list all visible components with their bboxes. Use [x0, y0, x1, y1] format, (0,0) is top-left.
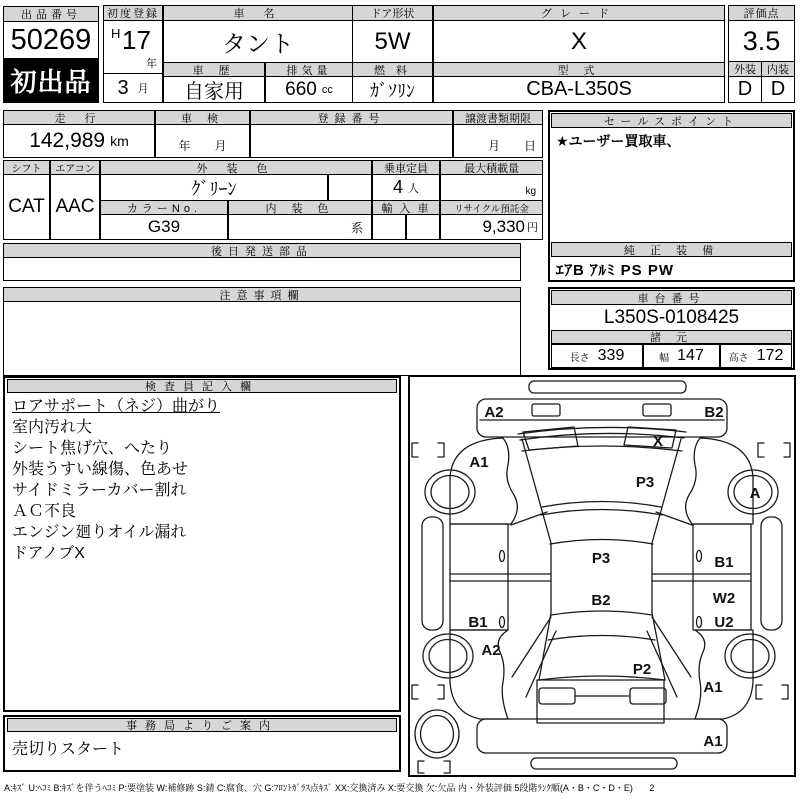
score-value: 3.5: [728, 20, 795, 62]
inspector-notes-content: [8, 396, 396, 564]
damage-labels: [468, 404, 760, 750]
right-side-molding: [761, 517, 782, 630]
front-left-fender: [450, 438, 517, 524]
license-area: [539, 688, 575, 704]
damage-label: A: [749, 485, 761, 502]
damage-label: A2: [481, 642, 501, 659]
damage-label: X: [652, 433, 664, 450]
bracket-rear-right: [756, 685, 788, 699]
fuel-value: ｶﾞｿﾘﾝ: [352, 76, 433, 103]
auction-no-value: 50269: [3, 21, 99, 59]
displacement-number: 660: [285, 78, 317, 100]
legend: [4, 781, 796, 794]
displacement-header: 排気量: [265, 62, 353, 77]
interior-color-header: 内 装 色: [228, 200, 372, 215]
rear-window-base: [548, 636, 655, 641]
width-label: 幅: [659, 352, 670, 364]
damage-label: W2: [712, 590, 736, 607]
license-area: [630, 688, 666, 704]
spare-tire: [415, 710, 459, 758]
office-notice-text: 売切りスタート: [12, 741, 125, 758]
car-damage-diagram: [410, 377, 794, 775]
door-handle: [697, 551, 702, 562]
first-registration-year-cell: [103, 20, 163, 74]
width-value: 147: [677, 347, 704, 364]
rear-gate: [537, 680, 664, 723]
car-name-value: タント: [163, 20, 353, 63]
recycle-deposit-unit: 円: [527, 222, 538, 234]
damage-label: U2: [714, 614, 734, 631]
damage-label: A2: [484, 404, 504, 421]
height-cell: [720, 344, 792, 368]
exterior-color-header: 外 装 色: [100, 160, 372, 175]
grade-header: グレード: [433, 5, 725, 21]
car-history-value: 自家用: [163, 76, 265, 103]
door-handle: [500, 551, 505, 562]
door-handle: [500, 617, 505, 628]
registration-no-header: 登録番号: [250, 110, 453, 125]
bracket-rear-left: [412, 685, 444, 699]
inspector-note-line: 外装うすい線傷、色あせ: [12, 461, 189, 478]
inspector-notes-header: 検査員記入欄: [7, 379, 397, 393]
windshield-base: [541, 510, 662, 516]
height-value: 172: [756, 347, 784, 364]
color-no-value: G39: [100, 214, 228, 240]
damage-label: A1: [703, 679, 723, 696]
rear-strip: [531, 758, 677, 769]
car-name-header: 車 名: [163, 5, 353, 21]
cautions-content: [3, 301, 521, 376]
inspector-note-line: ＡＣ不良: [12, 503, 77, 520]
max-load-value: kg: [440, 174, 543, 201]
capacity-unit: 人: [408, 182, 419, 195]
inspector-note-line: サイドミラーカバー割れ: [12, 482, 187, 499]
recycle-deposit-number: 9,330: [482, 217, 525, 236]
capacity-header: 乗車定員: [372, 160, 440, 175]
sales-point-header: セールスポイント: [551, 113, 792, 128]
import-car-cell-1: [372, 214, 406, 240]
damage-label: B1: [468, 614, 488, 631]
inspector-note-line: シート焦げ穴、へたり: [12, 440, 173, 457]
chassis-no-value: L350S-0108425: [603, 306, 740, 328]
width-cell: [643, 344, 720, 368]
registration-year: 17: [122, 25, 151, 55]
displacement-unit: cc: [321, 83, 333, 96]
inspector-note-line: 室内汚れ大: [12, 419, 93, 436]
roof-front-edge: [550, 540, 653, 545]
mileage-value: [3, 124, 155, 158]
later-shipping-content: [3, 257, 521, 281]
door-handle: [697, 617, 702, 628]
inspection-value: 年 月: [155, 124, 250, 158]
displacement-value: [265, 76, 353, 103]
front-right-fender: [686, 438, 753, 524]
rear-right-wheel: [725, 634, 775, 678]
bracket-front-right: [758, 443, 790, 457]
import-car-header: 輸 入 車: [372, 200, 440, 215]
recycle-deposit-header: リサイクル預託金: [440, 200, 543, 215]
door-shape-header: ドア形状: [352, 5, 433, 21]
score-header: 評価点: [728, 5, 795, 21]
chassis-no-header: 車台番号: [551, 290, 792, 305]
aircon-value: AAC: [50, 174, 100, 240]
interior-grade-value: D: [761, 76, 795, 103]
interior-grade-header: 内装: [761, 61, 795, 77]
right-body-line: [652, 439, 681, 680]
sales-point-text: ★ユーザー買取車、: [556, 133, 681, 149]
rear-left-wheel: [423, 634, 473, 678]
damage-label: P3: [591, 550, 611, 567]
dimensions-header: 諸 元: [551, 330, 792, 344]
capacity-number: 4: [392, 177, 403, 197]
front-bumper: [477, 399, 727, 437]
legend-text: A:ｷｽﾞ U:ﾍｺﾐ B:ｷｽﾞを伴うﾍｺﾐ P:要塗装 W:補修跡 S:錆 C:腐食、穴 G:ﾌﾛﾝﾄｶﾞﾗｽ点ｷｽﾞ XX:交換済み X:要交換 欠:欠品 内・外装評価 5段階ﾗﾝｸ順(A・B・C・D・E): [4, 783, 633, 793]
fuel-header: 燃 料: [352, 62, 433, 77]
right-headlight: [643, 404, 671, 416]
registration-month: 3: [117, 76, 129, 99]
car-outline: [412, 381, 790, 773]
exterior-color-value: ｸﾞﾘｰﾝ: [100, 174, 328, 201]
aircon-header: エアコン: [50, 160, 100, 175]
rear-bumper: [477, 719, 727, 753]
later-shipping-header: 後日発送部品: [3, 243, 521, 258]
exterior-grade-header: 外装: [728, 61, 762, 77]
length-value: 339: [597, 347, 625, 364]
length-cell: [551, 344, 643, 368]
damage-label: P2: [632, 661, 652, 678]
grade-value: X: [433, 20, 725, 63]
right-c-pillar: [647, 631, 677, 697]
length-label: 長さ: [569, 352, 590, 364]
auction-no-header: 出品番号: [3, 6, 99, 22]
exterior-grade-value: D: [728, 76, 762, 103]
height-label: 高さ: [728, 352, 749, 364]
damage-label: A1: [703, 733, 723, 750]
first-listing-badge: 初出品: [3, 58, 99, 103]
inspector-note-line: エンジン廻りオイル漏れ: [12, 524, 187, 541]
first-registration-month-cell: [103, 73, 163, 103]
exterior-color-extra-cell: [328, 174, 372, 201]
inspector-note-line: ドアノブX: [12, 545, 85, 562]
month-unit: 月: [137, 83, 149, 95]
front-strip: [529, 381, 686, 393]
transfer-docs-value: 月 日: [453, 124, 543, 158]
damage-label: B1: [714, 554, 734, 571]
left-body-line: [522, 439, 551, 680]
color-no-header: カラーNo.: [100, 200, 228, 215]
first-registration-header: 初度登録: [103, 5, 163, 21]
roof-rear-edge: [551, 611, 652, 615]
damage-label: B2: [704, 404, 724, 421]
damage-diagram-panel: [408, 375, 796, 777]
car-history-header: 車 歴: [163, 62, 265, 77]
mileage-unit: km: [110, 133, 129, 149]
door-shape-value: 5W: [352, 20, 433, 63]
import-car-cell-2: [406, 214, 440, 240]
page-number: 2: [649, 783, 655, 793]
equipment-text: ｴｱB ｱﾙﾐ PS PW: [556, 262, 675, 279]
right-c-pillar: [652, 617, 691, 677]
era-letter: H: [111, 26, 121, 41]
shift-value: CAT: [3, 174, 50, 240]
max-load-header: 最大積載量: [440, 160, 543, 175]
damage-label: B2: [591, 592, 611, 609]
inspection-header: 車 検: [155, 110, 250, 125]
damage-label: P3: [635, 474, 655, 491]
transfer-docs-header: 譲渡書類期限: [453, 110, 543, 125]
model-code-value: CBA-L350S: [433, 76, 725, 103]
left-c-pillar: [526, 631, 556, 697]
damage-label: A1: [469, 454, 489, 471]
mileage-number: 142,989: [29, 129, 106, 152]
year-unit: 年: [146, 58, 157, 70]
capacity-value: [372, 174, 440, 201]
bracket-front-left: [412, 443, 444, 457]
equipment-header: 純 正 装 備: [551, 242, 792, 257]
recycle-deposit-value: [440, 214, 543, 240]
mileage-header: 走 行: [3, 110, 155, 125]
inspector-note-line: ロアサポート（ネジ）曲がり: [12, 398, 221, 415]
bracket-bottom-left: [418, 761, 450, 773]
rear-right-quarter: [695, 630, 753, 719]
left-headlight: [532, 404, 560, 416]
registration-no-value: [250, 124, 453, 158]
model-code-header: 型 式: [433, 62, 725, 77]
cautions-header: 注意事項欄: [3, 287, 521, 302]
office-notice-header: 事務局よりご案内: [7, 718, 397, 732]
shift-header: シフト: [3, 160, 50, 175]
hood-rear-edge: [542, 502, 661, 508]
left-side-molding: [422, 517, 443, 630]
interior-color-value: 系: [228, 214, 372, 240]
